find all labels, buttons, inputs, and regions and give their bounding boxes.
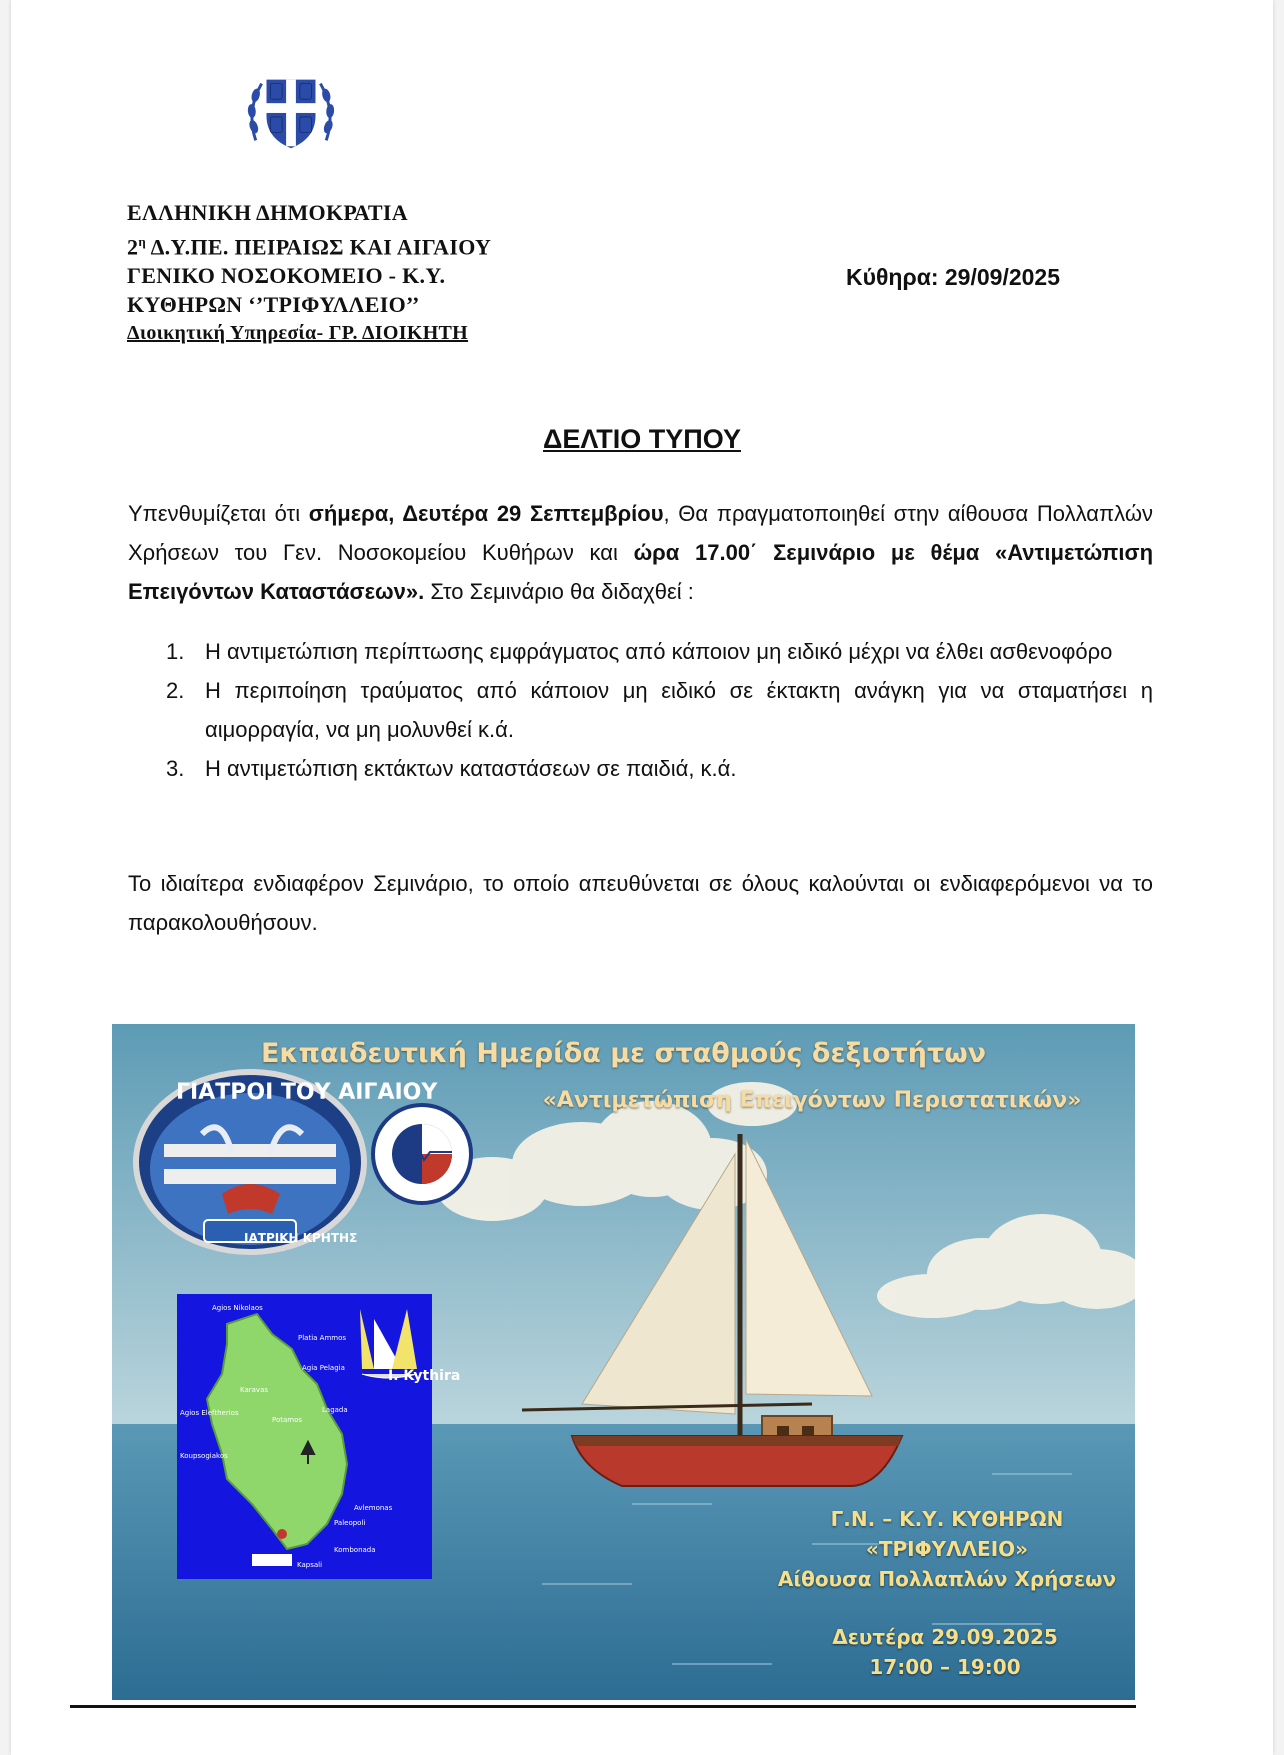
header-line-4: ΚΥΘΗΡΩΝ ‘’ΤΡΙΦΥΛΛΕΙΟ’’ [127, 292, 420, 318]
list-item-text: Η αντιμετώπιση εκτάκτων καταστάσεων σε παιδιά, κ.ά. [205, 756, 737, 781]
list-item-number: 1. [166, 639, 185, 664]
page-title: ΔΕΛΤΙΟ ΤΥΠΟΥ [543, 424, 741, 454]
poster-subtitle: «Αντιμετώπιση Επειγόντων Περιστατικών» [542, 1088, 1082, 1113]
map-title: I. Kythira [388, 1368, 461, 1384]
map-place-label: Potamos [272, 1416, 303, 1424]
intro-text-a: Υπενθυμίζεται ότι [128, 501, 309, 526]
topics-list [128, 632, 1153, 788]
poster-time: 17:00 – 19:00 [869, 1655, 1021, 1679]
header-line-2-num: 2 [127, 234, 139, 260]
header-line-5: Διοικητική Υπηρεσία- ΓΡ. ΔΙΟΙΚΗΤΗ [127, 322, 469, 345]
intro-paragraph [128, 494, 1153, 611]
header-line-2-rest: Δ.Υ.ΠΕ. ΠΕΙΡΑΙΩΣ ΚΑΙ ΑΙΓΑΙΟΥ [146, 234, 492, 260]
intro-text-c: , Θα πραγματοποιηθεί στην αίθουσα Πολλαπλών Χρήσεων του Γεν. Νοσοκομείου Κυθήρων και [128, 501, 1153, 565]
footer-rule [70, 1705, 1136, 1708]
map-place-label: Avlemonas [354, 1504, 393, 1512]
intro-text-e: Στο Σεμινάριο θα διδαχθεί : [424, 579, 694, 604]
poster-date: Δευτέρα 29.09.2025 [832, 1625, 1058, 1649]
list-item-number: 3. [166, 756, 185, 781]
map-place-label: Kapsali [297, 1561, 323, 1569]
poster-datetime [795, 1622, 1095, 1682]
map-place-label: Agia Pelagia [302, 1364, 345, 1372]
map-place-label: Agios Nikolaos [212, 1304, 263, 1312]
issuer-header [127, 198, 491, 348]
intro-text-b: σήμερα, Δευτέρα 29 Σεπτεμβρίου [308, 501, 664, 526]
map-place-label: Koupsogiakos [180, 1452, 228, 1460]
list-item [128, 749, 1153, 788]
list-item-number: 2. [166, 678, 185, 703]
map-place-label: Paleopoli [334, 1519, 366, 1527]
list-item-text: Η αντιμετώπιση περίπτωσης εμφράγματος από κάποιον μη ειδικό μέχρι να έλθει ασθενοφόρο [205, 639, 1113, 664]
map-place-label: Lagada [322, 1406, 348, 1414]
poster-venue-line-1: Γ.Ν. – Κ.Υ. ΚΥΘΗΡΩΝ [830, 1507, 1064, 1531]
poster-title: Εκπαιδευτική Ημερίδα με σταθμούς δεξιοτήτων [260, 1038, 987, 1069]
event-poster [112, 1024, 1135, 1700]
header-line-1: ΕΛΛΗΝΙΚΗ ΔΗΜΟΚΡΑΤΙΑ [127, 200, 408, 225]
closing-paragraph: Το ιδιαίτερα ενδιαφέρον Σεμινάριο, το οποίο απευθύνεται σε όλους καλούνται οι ενδιαφερόμενοι να το παρακολουθήσουν. [128, 871, 1153, 935]
greek-coat-of-arms-emblem [242, 62, 340, 160]
poster-venue [767, 1504, 1127, 1594]
logo-arc-text: ΓΙΑΤΡΟΙ ΤΟΥ ΑΙΓΑΙΟΥ [176, 1080, 438, 1105]
map-place-label: Kombonada [334, 1546, 376, 1554]
list-item-text: Η περιποίηση τραύματος από κάποιον μη ειδικό σε έκτακτη ανάγκη για να σταματήσει η αιμορραγία, να μη μολυνθεί κ.ά. [205, 678, 1153, 742]
intro-text-d: ώρα 17.00΄ Σεμινάριο με θέμα «Αντιμετώπιση Επειγόντων Καταστάσεων». [128, 540, 1154, 604]
map-place-label: Karavas [240, 1386, 269, 1394]
dateline: Κύθηρα: 29/09/2025 [846, 264, 1061, 290]
poster-venue-line-2: «ΤΡΙΦΥΛΛΕΙΟ» [865, 1537, 1029, 1561]
poster-background [112, 1024, 1135, 1700]
header-line-3: ΓΕΝΙΚΟ ΝΟΣΟΚΟΜΕΙΟ - Κ.Υ. [127, 263, 446, 289]
poster-venue-line-3: Αίθουσα Πολλαπλών Χρήσεων [777, 1567, 1117, 1591]
header-line-2 [127, 227, 491, 261]
map-place-label: Agios Eleftherios [180, 1409, 239, 1417]
logo-banner-text: ΙΑΤΡΙΚΗ ΚΡΗΤΗΣ [244, 1231, 358, 1245]
list-item [128, 632, 1153, 671]
map-place-label: Platia Ammos [298, 1334, 347, 1342]
list-item [128, 671, 1153, 749]
header-line-2-sup: η [138, 234, 146, 249]
